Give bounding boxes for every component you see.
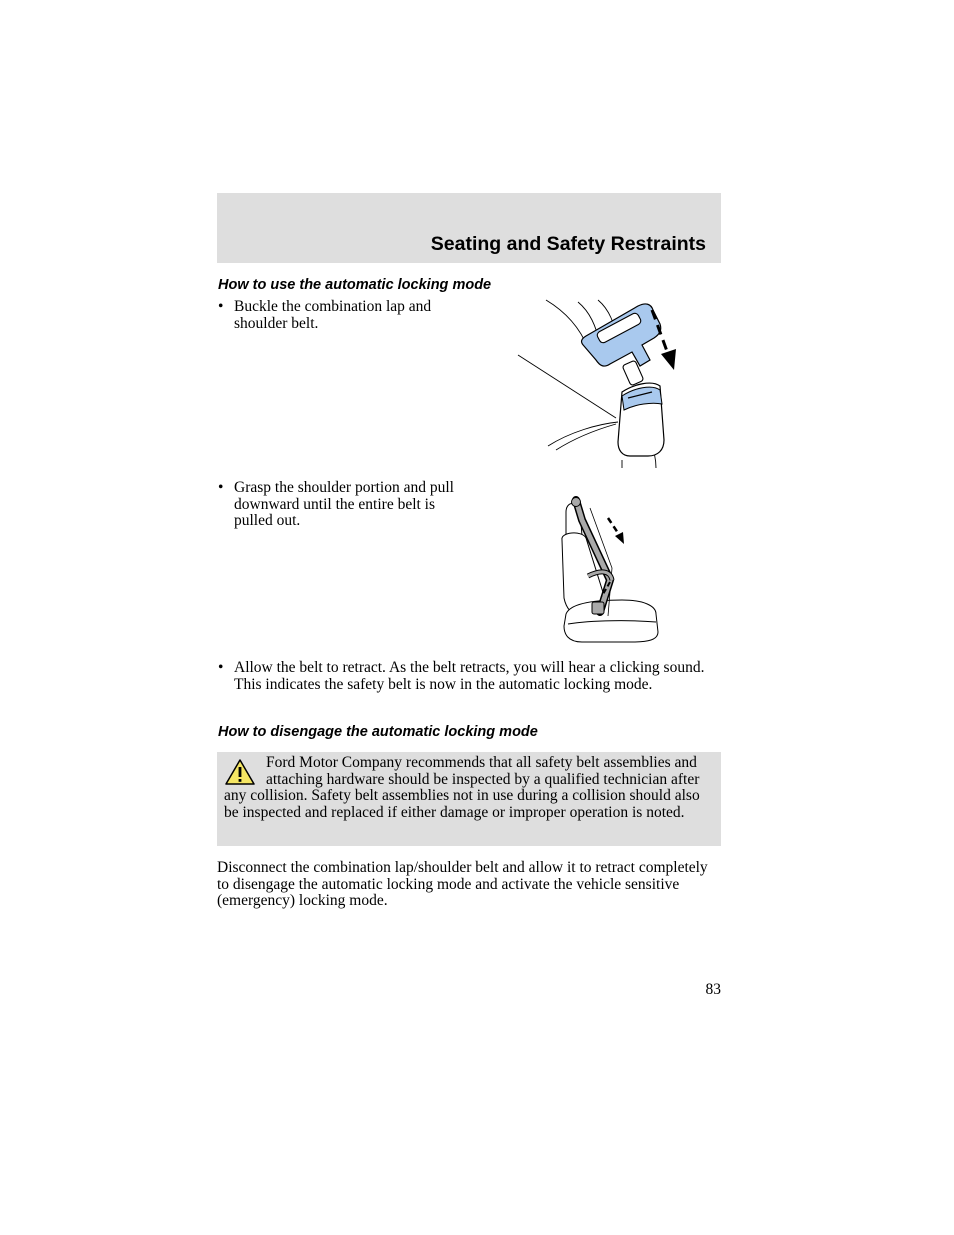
bullet-buckle (218, 299, 458, 332)
bullet-text: Grasp the shoulder portion and pull downward until the entire belt is pulled out. (234, 479, 454, 530)
dashed-arrow-down-icon (652, 310, 676, 370)
latch-plate-icon (582, 304, 661, 386)
section-title: Seating and Safety Restraints (430, 233, 706, 255)
warning-text: Ford Motor Company recommends that all safety belt assemblies and attaching hardware should be inspected by a qualified technician after any collision. Safety belt assemblies not in use during a collision should also be inspected and replaced if either damage or improper operation is noted. (224, 754, 700, 822)
buckle-illustration (518, 300, 678, 468)
bullet-text: Buckle the combination lap and shoulder belt. (234, 298, 432, 332)
section-header-band (217, 193, 721, 263)
disengage-paragraph: Disconnect the combination lap/shoulder belt and allow it to retract completely to disengage the automatic locking mode and activate the vehicle sensitive (emergency) locking mode. (217, 859, 708, 910)
bullet-text: Allow the belt to retract. As the belt retracts, you will hear a clicking sound. This indicates the safety belt is now in the automatic locking mode. (234, 659, 705, 693)
seat-belt-pull-illustration (552, 484, 664, 646)
page-number: 83 (705, 981, 721, 998)
bullet-retract (218, 660, 721, 693)
bullet-grasp (218, 480, 458, 530)
subheading-use-automatic-locking: How to use the automatic locking mode (218, 277, 492, 293)
bullet-dot: • (218, 479, 224, 496)
bullet-dot: • (218, 659, 224, 676)
buckle-receiver-icon (618, 383, 664, 456)
subheading-disengage-automatic-locking: How to disengage the automatic locking mode (218, 724, 538, 740)
bullet-dot: • (218, 298, 224, 315)
warning-box (217, 752, 721, 846)
